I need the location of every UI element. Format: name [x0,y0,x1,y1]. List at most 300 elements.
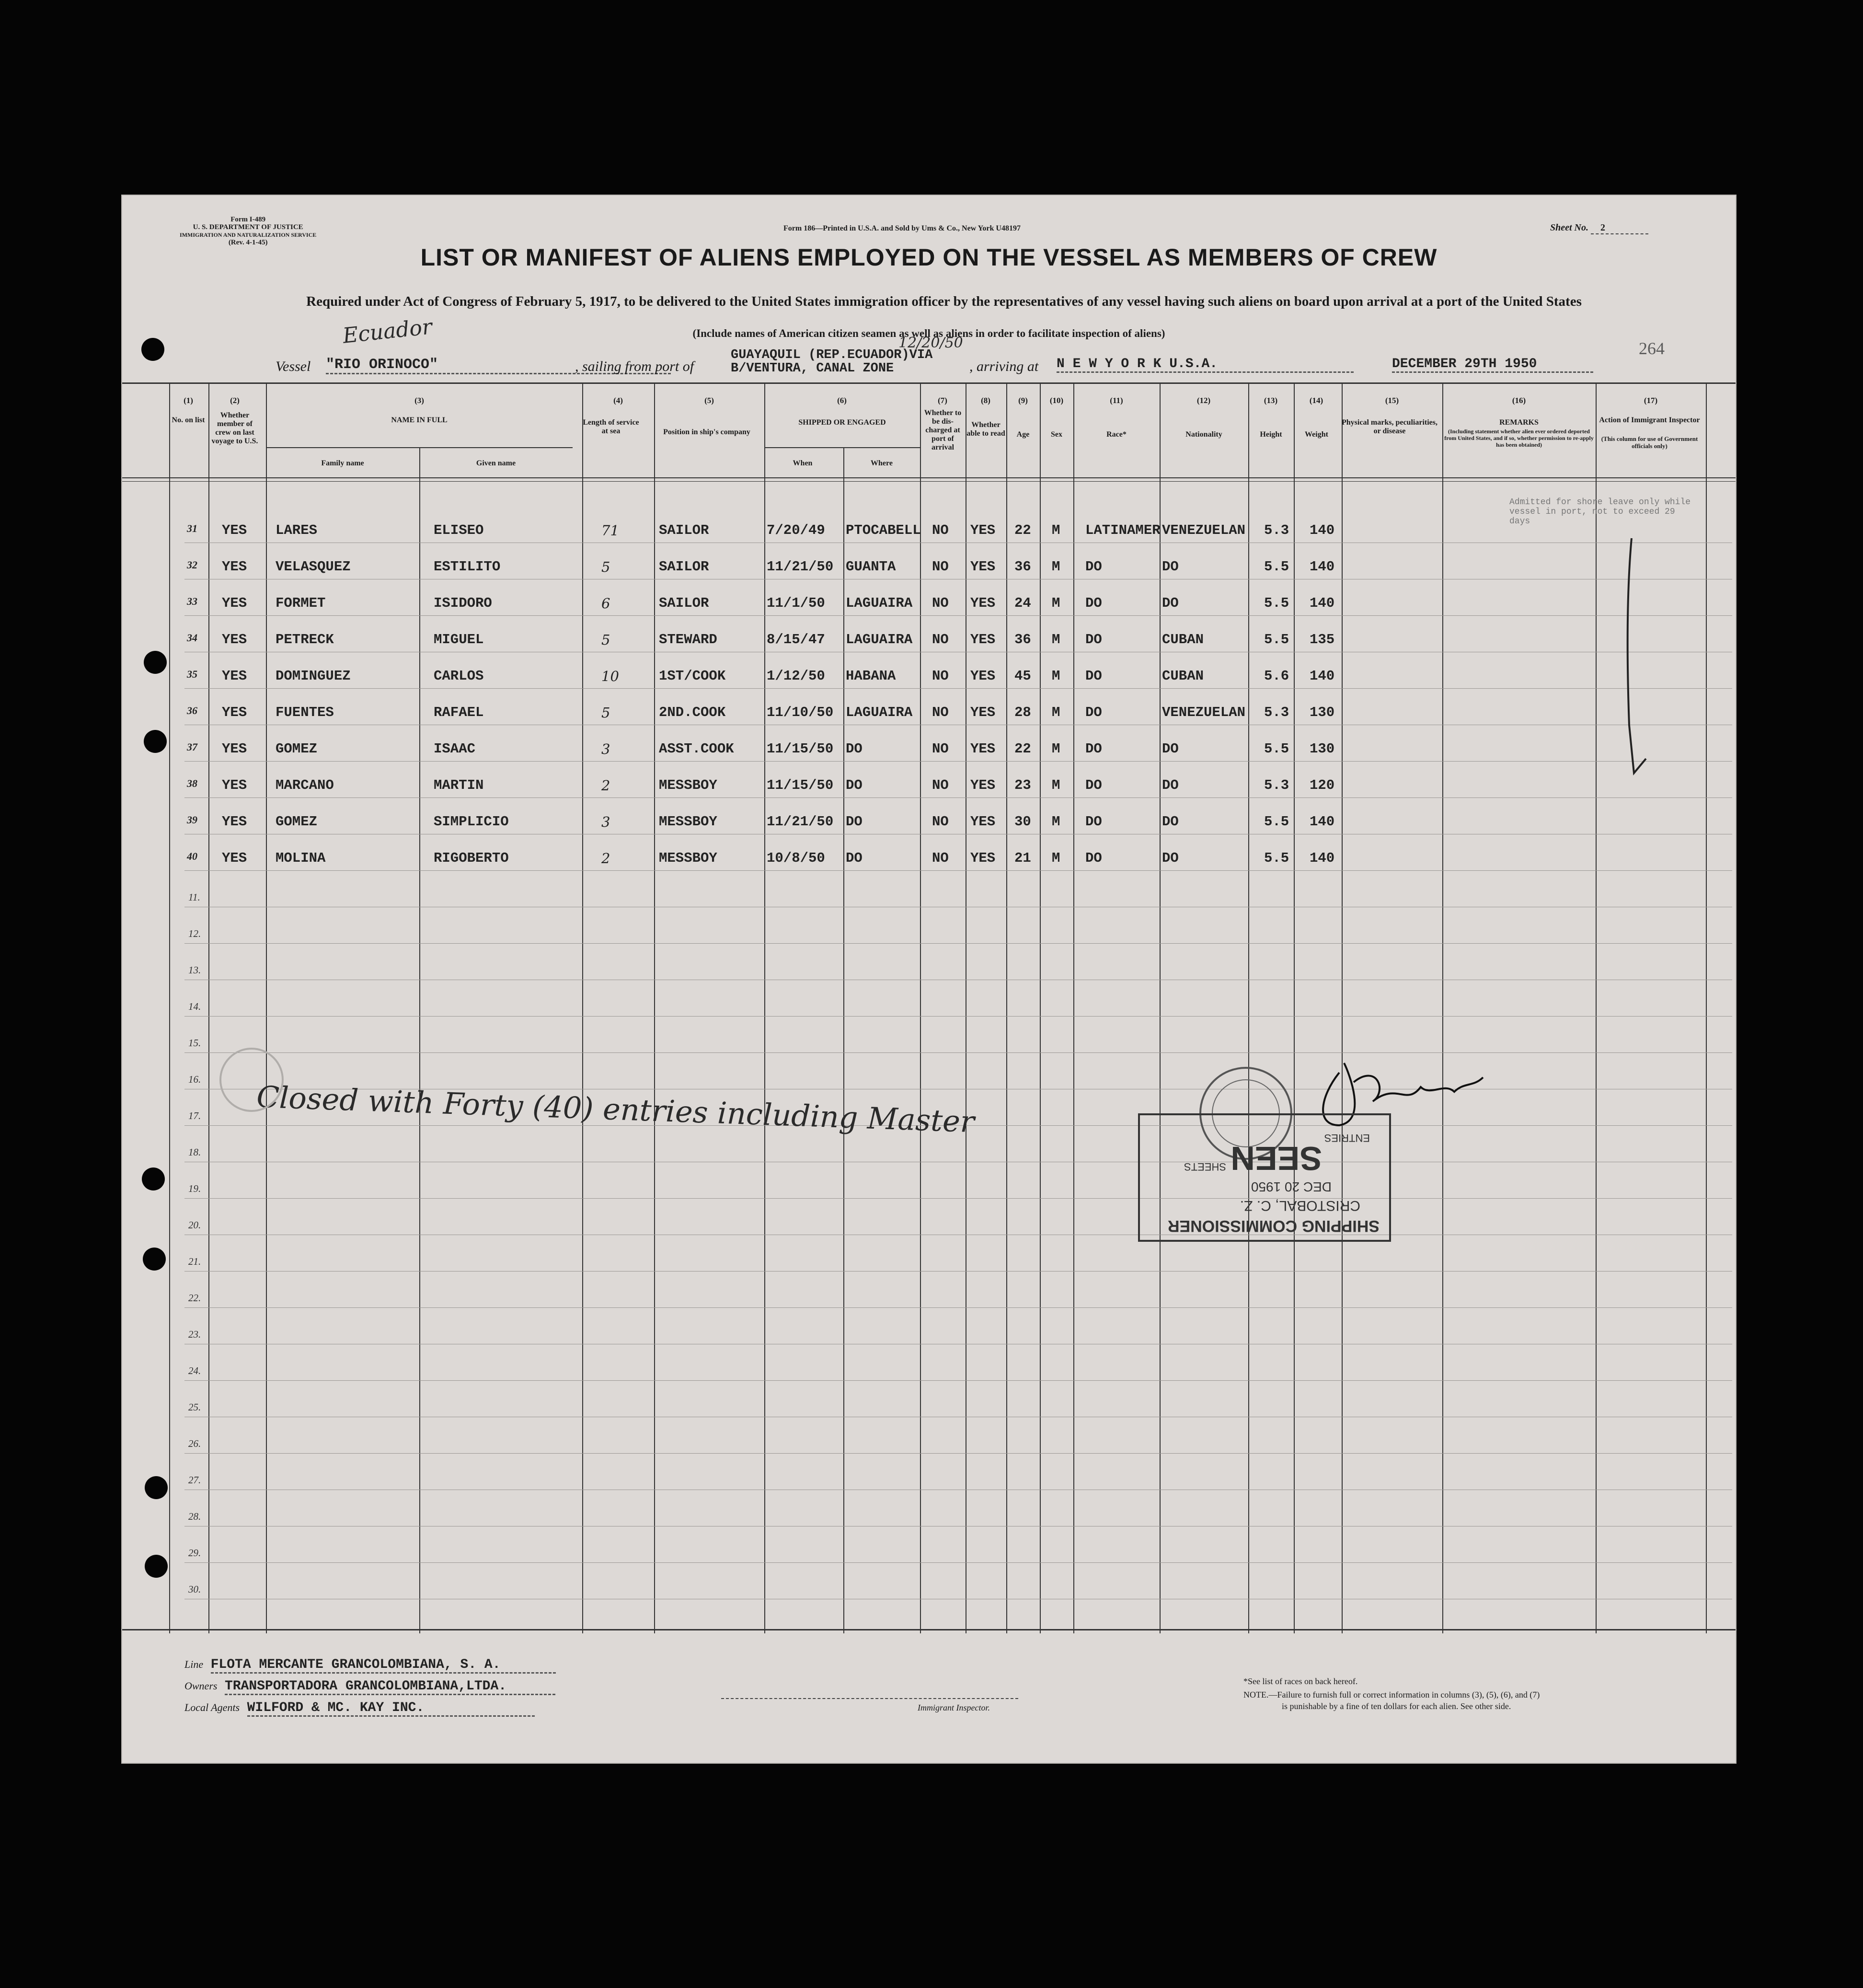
where-cell: LAGUAIRA [846,705,913,720]
height-cell: 5.5 [1264,814,1289,830]
column-number: (7) [938,396,947,405]
row-number: 40 [187,850,197,862]
stamp-sheets: SHEETS [1184,1161,1226,1173]
hdr-when: When [793,459,813,467]
position-cell: STEWARD [659,632,717,647]
stamp-date: DEC 20 1950 [1251,1179,1332,1194]
bracket-mark [1612,533,1656,783]
nationality-cell: CUBAN [1162,632,1204,647]
height-cell: 5.3 [1264,777,1289,793]
row-rule [184,688,1732,689]
hdr-nationality: Nationality [1185,430,1222,439]
column-number: (11) [1110,396,1123,405]
where-cell: HABANA [846,668,896,684]
footer-agents-row [184,1700,535,1717]
family-name-cell: PETRECK [276,632,334,647]
hdr-age: Age [1016,430,1030,439]
row-rule [184,1307,1732,1308]
row-rule [184,1198,1732,1199]
weight-cell: 140 [1310,595,1335,611]
column-rule [920,382,921,1633]
read-cell: YES [970,595,996,611]
column-rule [169,382,170,1633]
when-cell: 11/21/50 [767,559,834,575]
line-value: FLOTA MERCANTE GRANCOLOMBIANA, S. A. [211,1657,556,1674]
service-cell: 71 [601,522,619,539]
column-number: (9) [1018,396,1028,405]
column-rule [1706,382,1707,1633]
form-agency-block [180,216,316,246]
position-cell: MESSBOY [659,850,717,866]
column-number: (4) [613,396,623,405]
read-cell: YES [970,850,996,866]
column-number: (12) [1196,396,1211,405]
row-rule [184,1052,1732,1053]
when-cell: 11/10/50 [767,705,834,720]
column-rule [1040,382,1041,1633]
subheader-rule [266,447,573,448]
nationality-cell: VENEZUELAN [1162,522,1246,538]
given-name-cell: RAFAEL [434,705,484,720]
row-rule [184,1380,1732,1381]
hdr-remarks-note: (Including statement whether alien ever ordered deported from United States, and if so, whether permission to re-apply has been obtained) [1444,428,1594,448]
where-cell: PTOCABELL [846,522,921,538]
when-cell: 8/15/47 [767,632,825,647]
row-number: 34 [187,632,197,644]
where-cell: LAGUAIRA [846,632,913,647]
when-cell: 11/1/50 [767,595,825,611]
nationality-cell: DO [1162,595,1179,611]
race-cell: DO [1085,559,1102,575]
race-cell: DO [1085,741,1102,757]
subheader-rule [764,447,920,448]
weight-cell: 140 [1310,814,1335,830]
column-number: (5) [704,396,714,405]
read-cell: YES [970,741,996,757]
crew-cell: YES [222,559,247,575]
race-cell: DO [1085,777,1102,793]
crew-cell: YES [222,777,247,793]
manifest-sheet [122,196,1736,1763]
hdr-no: No. on list [172,416,205,424]
position-cell: SAILOR [659,559,709,575]
empty-row-number: 23. [188,1329,201,1340]
discharged-cell: NO [932,814,949,830]
column-rule [843,447,844,1633]
where-cell: DO [846,741,862,757]
when-cell: 11/15/50 [767,741,834,757]
where-cell: DO [846,777,862,793]
hdr-name: NAME IN FULL [391,416,448,424]
weight-cell: 140 [1310,850,1335,866]
punch-hole [143,1248,166,1271]
weight-cell: 140 [1310,559,1335,575]
given-name-cell: ELISEO [434,522,484,538]
vessel-label: Vessel [276,358,311,374]
crew-cell: YES [222,814,247,830]
column-number: (2) [230,396,240,405]
column-number: (6) [837,396,847,405]
hdr-sex: Sex [1051,430,1062,439]
page-title: LIST OR MANIFEST OF ALIENS EMPLOYED ON THE VESSEL AS MEMBERS OF CREW [420,244,1438,271]
position-cell: 1ST/COOK [659,668,726,684]
given-name-cell: ISIDORO [434,595,492,611]
when-cell: 1/12/50 [767,668,825,684]
row-number: 33 [187,595,197,607]
crew-cell: YES [222,595,247,611]
column-rule [1248,382,1249,1633]
row-rule [184,1453,1732,1454]
inspector-signature-line [721,1698,1018,1699]
punch-hole [142,1167,165,1190]
sex-cell: M [1052,850,1060,866]
header-bottom-border-2 [122,481,1736,482]
sex-cell: M [1052,522,1060,538]
crew-cell: YES [222,522,247,538]
sex-cell: M [1052,814,1060,830]
empty-row-number: 13. [188,964,201,976]
family-name-cell: FORMET [276,595,326,611]
nationality-cell: DO [1162,559,1179,575]
hdr-read: Whether able to read [966,421,1005,438]
column-rule [764,382,765,1633]
punch-hole [145,1476,168,1499]
position-cell: ASST.COOK [659,741,734,757]
handwritten-date: 12/20/50 [898,335,963,351]
footer-line-row [184,1657,556,1674]
race-cell: DO [1085,632,1102,647]
sex-cell: M [1052,632,1060,647]
service-cell: 2 [601,777,610,794]
empty-row-number: 14. [188,1001,201,1012]
service-cell: 5 [601,559,610,575]
table-bottom-border [122,1629,1736,1630]
height-cell: 5.5 [1264,559,1289,575]
departure-port-line1: GUAYAQUIL (REP.ECUADOR)VIA [731,348,933,362]
crew-cell: YES [222,741,247,757]
punch-hole [141,338,164,361]
age-cell: 30 [1014,814,1031,830]
service-cell: 3 [601,814,610,830]
nationality-cell: VENEZUELAN [1162,705,1246,720]
read-cell: YES [970,777,996,793]
hdr-family: Family name [321,459,364,467]
discharged-cell: NO [932,632,949,647]
age-cell: 22 [1014,522,1031,538]
empty-row-number: 18. [188,1146,201,1158]
where-cell: GUANTA [846,559,896,575]
empty-row-number: 29. [188,1547,201,1559]
crew-cell: YES [222,632,247,647]
column-number: (17) [1644,396,1658,405]
race-cell: DO [1085,705,1102,720]
hdr-given: Given name [476,459,516,467]
weight-cell: 140 [1310,522,1335,538]
race-cell: DO [1085,595,1102,611]
height-cell: 5.5 [1264,741,1289,757]
footer-owners-row [184,1679,555,1695]
when-cell: 11/21/50 [767,814,834,830]
position-cell: SAILOR [659,595,709,611]
read-cell: YES [970,632,996,647]
empty-row-number: 12. [188,928,201,939]
given-name-cell: CARLOS [434,668,484,684]
empty-row-number: 25. [188,1401,201,1413]
hdr-crew: Whether member of crew on last voyage to U.S. [211,411,258,445]
stamp-line1: SHIPPING COMMISSIONER [1167,1217,1380,1235]
row-rule [184,761,1732,762]
race-cell: DO [1085,668,1102,684]
weight-cell: 130 [1310,705,1335,720]
family-name-cell: DOMINGUEZ [276,668,351,684]
column-number: (8) [981,396,990,405]
where-cell: DO [846,850,862,866]
column-number: (16) [1512,396,1526,405]
service-cell: 6 [601,595,610,612]
departure-port-line2: B/VENTURA, CANAL ZONE [731,361,894,376]
agents-value: WILFORD & MC. KAY INC. [247,1700,535,1717]
column-rule [1006,382,1007,1633]
sex-cell: M [1052,668,1060,684]
when-cell: 10/8/50 [767,850,825,866]
weight-cell: 130 [1310,741,1335,757]
position-cell: SAILOR [659,522,709,538]
agents-label: Local Agents [184,1701,240,1713]
column-number: (10) [1049,396,1064,405]
department-name: U. S. DEPARTMENT OF JUSTICE [193,223,303,231]
nationality-cell: CUBAN [1162,668,1204,684]
table-top-border [122,382,1736,384]
race-cell: DO [1085,850,1102,866]
read-cell: YES [970,559,996,575]
height-cell: 5.3 [1264,522,1289,538]
arriving-label: , arriving at [969,358,1039,374]
hdr-discharged: Whether to be dis-charged at port of arrival [924,409,962,451]
row-number: 35 [187,668,197,680]
given-name-cell: ESTILITO [434,559,501,575]
column-rule [1294,382,1295,1633]
stamp-line2: CRISTOBAL, C. Z. [1240,1198,1360,1214]
stamp-entries: ENTRIES [1324,1132,1370,1144]
hdr-height: Height [1260,430,1282,439]
punch-hole [145,1555,168,1578]
read-cell: YES [970,668,996,684]
column-number: (14) [1309,396,1323,405]
hdr-shipped: SHIPPED OR ENGAGED [798,418,886,427]
revision: (Rev. 4-1-45) [228,239,268,246]
family-name-cell: MARCANO [276,777,334,793]
age-cell: 36 [1014,559,1031,575]
empty-row-number: 17. [188,1110,201,1121]
given-name-cell: MARTIN [434,777,484,793]
vessel-name: "RIO ORINOCO" [326,357,671,374]
height-cell: 5.6 [1264,668,1289,684]
row-number: 31 [187,522,197,534]
empty-row-number: 15. [188,1037,201,1049]
read-cell: YES [970,705,996,720]
position-cell: 2ND.COOK [659,705,726,720]
given-name-cell: MIGUEL [434,632,484,647]
sex-cell: M [1052,741,1060,757]
nationality-cell: DO [1162,814,1179,830]
remarks-note: Admitted for shore leave only while vessel in port, not to exceed 29 days [1509,497,1691,526]
crew-table [122,382,1736,1633]
hdr-service: Length of service at sea [583,418,639,435]
column-number: (13) [1264,396,1278,405]
weight-cell: 135 [1310,632,1335,647]
height-cell: 5.5 [1264,632,1289,647]
row-rule [184,1016,1732,1017]
service-cell: 3 [601,741,610,757]
arrival-date: DECEMBER 29TH 1950 [1392,357,1593,373]
row-number: 39 [187,814,197,826]
empty-row-number: 26. [188,1438,201,1449]
row-rule [184,1562,1732,1563]
line-label: Line [184,1658,204,1670]
empty-row-number: 20. [188,1219,201,1231]
hdr-race: Race* [1106,430,1127,439]
penalty-note: NOTE.—Failure to furnish full or correct information in columns (3), (5), (6), and (7) [1243,1690,1540,1699]
empty-row-number: 22. [188,1292,201,1304]
subtitle-note: (Include names of American citizen seamen as well as aliens in order to facilitate inspection of aliens) [692,327,1165,339]
age-cell: 24 [1014,595,1031,611]
sheet-number [1550,222,1648,234]
race-cell: LATINAMER [1085,522,1161,538]
height-cell: 5.5 [1264,595,1289,611]
column-rule [266,382,267,1633]
penalty-note-2: is punishable by a fine of ten dollars for each alien. See other side. [1282,1701,1511,1711]
discharged-cell: NO [932,522,949,538]
column-rule [654,382,655,1633]
column-number: (3) [414,396,424,405]
handwritten-flag: Ecuador [341,314,434,348]
arrival-port: N E W Y O R K U.S.A. [1057,357,1354,373]
discharged-cell: NO [932,850,949,866]
hdr-position: Position in ship's company [663,428,750,436]
printer-line: Form 186—Printed in U.S.A. and Sold by Ums & Co., New York U48197 [783,224,1021,232]
weight-cell: 140 [1310,668,1335,684]
owners-value: TRANSPORTADORA GRANCOLOMBIANA,LTDA. [225,1679,555,1695]
race-cell: DO [1085,814,1102,830]
sex-cell: M [1052,777,1060,793]
sex-cell: M [1052,559,1060,575]
empty-row-number: 27. [188,1474,201,1486]
closing-note: Closed with Forty (40) entries including Master [256,1079,975,1140]
shipping-commissioner-stamp [1138,1113,1391,1242]
column-rule [1342,382,1343,1633]
nationality-cell: DO [1162,741,1179,757]
sheet-label: Sheet No. [1550,222,1588,233]
position-cell: MESSBOY [659,814,717,830]
age-cell: 22 [1014,741,1031,757]
empty-row-number: 24. [188,1365,201,1376]
discharged-cell: NO [932,595,949,611]
read-cell: YES [970,522,996,538]
crew-cell: YES [222,705,247,720]
position-cell: MESSBOY [659,777,717,793]
row-rule [184,615,1732,616]
weight-cell: 120 [1310,777,1335,793]
empty-row-number: 19. [188,1183,201,1194]
discharged-cell: NO [932,741,949,757]
column-rule [582,382,583,1633]
discharged-cell: NO [932,668,949,684]
subtitle: Required under Act of Congress of February 5, 1917, to be delivered to the United States immigration officer by the representatives of any vessel having such aliens on board upon arrival at a port of the United States [306,294,1582,309]
when-cell: 11/15/50 [767,777,834,793]
height-cell: 5.3 [1264,705,1289,720]
discharged-cell: NO [932,705,949,720]
inspector-label: Immigrant Inspector. [918,1703,990,1712]
service-name: IMMIGRATION AND NATURALIZATION SERVICE [180,231,317,238]
age-cell: 21 [1014,850,1031,866]
age-cell: 36 [1014,632,1031,647]
column-rule [208,382,209,1633]
family-name-cell: LARES [276,522,318,538]
column-rule [419,447,420,1633]
age-cell: 23 [1014,777,1031,793]
column-rule [1442,382,1443,1633]
form-number: Form I-489 [230,216,266,223]
punch-hole [144,651,167,674]
read-cell: YES [970,814,996,830]
family-name-cell: GOMEZ [276,741,318,757]
faded-seal [208,1044,295,1116]
family-name-cell: FUENTES [276,705,334,720]
height-cell: 5.5 [1264,850,1289,866]
where-cell: LAGUAIRA [846,595,913,611]
nationality-cell: DO [1162,850,1179,866]
family-name-cell: MOLINA [276,850,326,866]
crew-cell: YES [222,850,247,866]
where-cell: DO [846,814,862,830]
header-bottom-border [122,477,1736,478]
page-stamp-number: 264 [1639,339,1665,358]
nationality-cell: DO [1162,777,1179,793]
age-cell: 28 [1014,705,1031,720]
row-rule [184,943,1732,944]
age-cell: 45 [1014,668,1031,684]
service-cell: 5 [601,705,610,721]
sex-cell: M [1052,595,1060,611]
row-number: 32 [187,559,197,571]
hdr-physical: Physical marks, peculiarities, or disease [1342,418,1438,435]
row-rule [184,870,1732,871]
service-cell: 5 [601,632,610,648]
owners-label: Owners [184,1680,218,1692]
row-number: 38 [187,777,197,789]
empty-row-number: 30. [188,1583,201,1595]
races-note: *See list of races on back hereof. [1243,1676,1358,1686]
sex-cell: M [1052,705,1060,720]
discharged-cell: NO [932,777,949,793]
crew-cell: YES [222,668,247,684]
family-name-cell: VELASQUEZ [276,559,351,575]
service-cell: 2 [601,850,610,867]
sheet-value: 2 [1591,222,1648,234]
hdr-remarks: REMARKS [1499,418,1539,427]
hdr-action: Action of Immigrant Inspector [1599,416,1700,424]
when-cell: 7/20/49 [767,522,825,538]
column-rule [1596,382,1597,1633]
column-number: (15) [1385,396,1399,405]
given-name-cell: RIGOBERTO [434,850,509,866]
column-rule [1073,382,1074,1633]
column-rule [1160,382,1161,1633]
empty-row-number: 28. [188,1511,201,1522]
service-cell: 10 [601,668,619,684]
column-number: (1) [184,396,193,405]
sailing-label: , sailing from port of [575,358,694,374]
